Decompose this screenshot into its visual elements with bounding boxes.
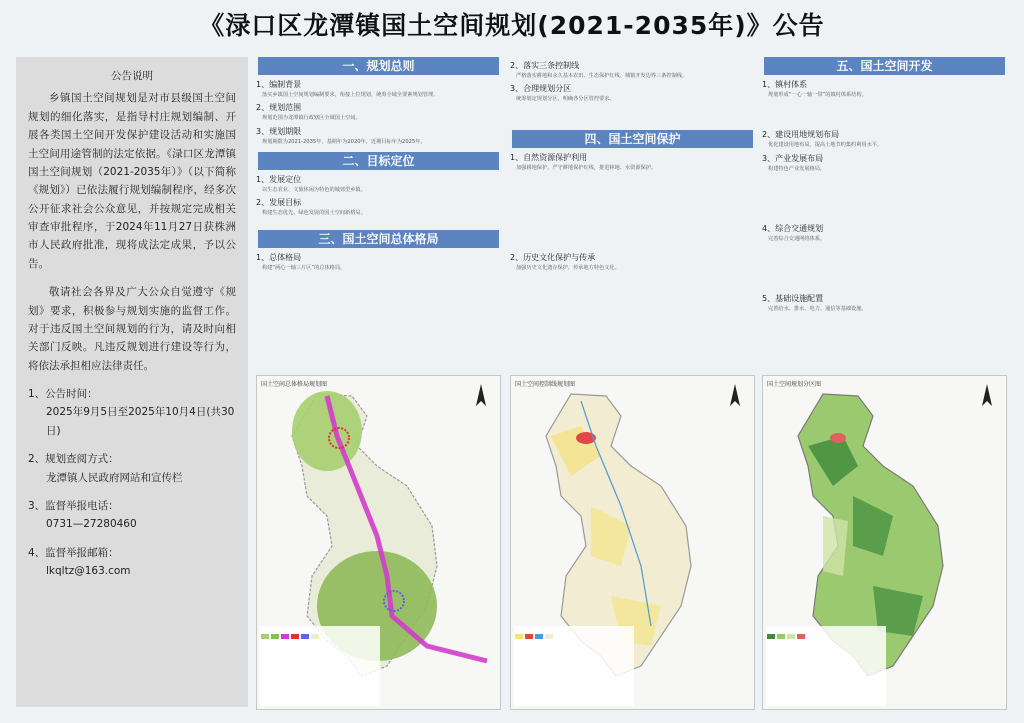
notice-heading: 公告说明 <box>111 70 153 82</box>
map-control-lines <box>510 375 755 710</box>
page-title: 《渌口区龙潭镇国土空间规划(2021-2035年)》公告 <box>199 11 825 40</box>
subheading: 2、建设用地规划布局 <box>762 130 840 140</box>
body-text: 加强耕地保护，严守耕地保护红线，推进林地、水资源保护。 <box>516 164 657 171</box>
body-text: 加强历史文化遗存保护，传承地方特色文化。 <box>516 264 620 271</box>
subheading: 2、发展目标 <box>256 198 302 208</box>
body-text: 规划形成“一心一轴一带”的镇村体系结构。 <box>768 92 867 98</box>
notice-item-phone <box>28 497 236 534</box>
section-banner-goals: 二、目标定位 <box>258 152 499 170</box>
subheading: 1、总体格局 <box>256 252 302 262</box>
subheading: 3、规划期限 <box>256 126 302 136</box>
subheading: 2、落实三条控制线 <box>510 61 580 70</box>
body-text: 规划范围为龙潭镇行政辖区全域国土空间。 <box>262 115 361 122</box>
subheading: 3、产业发展布局 <box>762 153 824 163</box>
notice-paragraph-1: 乡镇国土空间规划是对市县级国土空间规划的细化落实，是指导村庄规划编制、开展各类国土空间开发保护建设活动和实施国土空间用途管制的法定依据。《渌口区龙潭镇国土空间规划（2021-2035年）》（以下简称《规划》）已依法履行规划编制程序，经多次公开征求社会公众意见，并按规定完成相关审查审批程序，于2024年11月27日获株洲市人民政府批准，现将成法定成果，予以公告。 <box>28 92 236 270</box>
subheading: 2、规划范围 <box>256 103 302 113</box>
notice-item-access <box>28 450 236 487</box>
section-banner-general: 一、规划总则 <box>258 57 499 75</box>
map-overall-pattern <box>256 375 501 710</box>
notice-item-email <box>28 544 236 581</box>
body-text: 严格落实耕地和永久基本农田、生态保护红线、城镇开发边界三条控制线。 <box>516 73 688 79</box>
section-column-2 <box>256 57 501 367</box>
body-text: 构建生态优先、绿色发展的国土空间新格局。 <box>262 210 366 217</box>
section-banner-pattern: 三、国土空间总体格局 <box>258 230 499 248</box>
body-text: 优化建设用地布局，提高土地节约集约利用水平。 <box>768 142 883 149</box>
body-text: 完善给水、排水、电力、通信等基础设施。 <box>768 306 867 313</box>
section-column-4 <box>762 57 1007 367</box>
notice-panel <box>16 57 248 707</box>
body-text: 规划期限为2021-2035年，基期年为2020年，近期目标年为2025年。 <box>262 138 426 145</box>
notice-item-label: 4、监督举报邮箱： <box>28 546 119 559</box>
notice-item-label: 2、规划查阅方式： <box>28 453 119 466</box>
notice-item-label: 3、监督举报电话： <box>28 499 119 512</box>
notice-item-value: 2025年9月5日至2025年10月4日(共30日) <box>46 406 235 437</box>
map-title: 国土空间总体格局规划图 <box>261 381 328 388</box>
subheading: 5、基础设施配置 <box>762 294 824 304</box>
notice-item-time <box>28 385 236 440</box>
notice-item-label: 1、公告时间： <box>28 388 98 400</box>
map-title: 国土空间控制线规划图 <box>515 381 576 388</box>
body-text: 落实乡镇国土空间规划编制要求，衔接上位规划，统筹全域全要素规划管理。 <box>262 92 439 98</box>
body-text: 统筹划定规划分区，明确各分区管控要求。 <box>516 96 615 103</box>
section-banner-protection: 四、国土空间保护 <box>512 130 753 148</box>
map-title: 国土空间规划分区图 <box>767 381 822 388</box>
map-legend <box>766 626 886 706</box>
subheading: 4、综合交通规划 <box>762 223 824 233</box>
section-banner-development: 五、国土空间开发 <box>764 57 1005 75</box>
body-text: 构建特色产业发展格局。 <box>768 165 826 172</box>
map-legend <box>514 626 634 706</box>
notice-item-value: 0731—27280460 <box>46 518 137 531</box>
subheading: 1、发展定位 <box>256 174 302 184</box>
subheading: 1、镇村体系 <box>762 80 808 89</box>
map-legend <box>260 626 380 706</box>
notice-item-value: lkqltz@163.com <box>46 565 131 577</box>
subheading: 1、自然资源保护利用 <box>510 152 588 162</box>
body-text: 构建“两心一轴三片区”的总体格局。 <box>262 264 346 271</box>
subheading: 3、合理规划分区 <box>510 84 572 94</box>
body-text: 完善综合交通网络体系。 <box>768 235 826 242</box>
subheading: 1、编制背景 <box>256 80 302 89</box>
notice-paragraph-2: 敬请社会各界及广大公众自觉遵守《规划》要求，积极参与规划实施的监督工作。对于违反国土空间规划的行为，请及时向相关部门反映。凡违反规划进行建设等行为，将依法承担相应法律责任。 <box>28 286 236 372</box>
map-zoning <box>762 375 1007 710</box>
subheading: 2、历史文化保护与传承 <box>510 252 596 262</box>
notice-item-value: 龙潭镇人民政府网站和宣传栏 <box>46 471 183 484</box>
section-column-3 <box>510 57 755 367</box>
body-text: 以生态农业、文旅休闲为特色的城郊型乡镇。 <box>262 186 366 193</box>
